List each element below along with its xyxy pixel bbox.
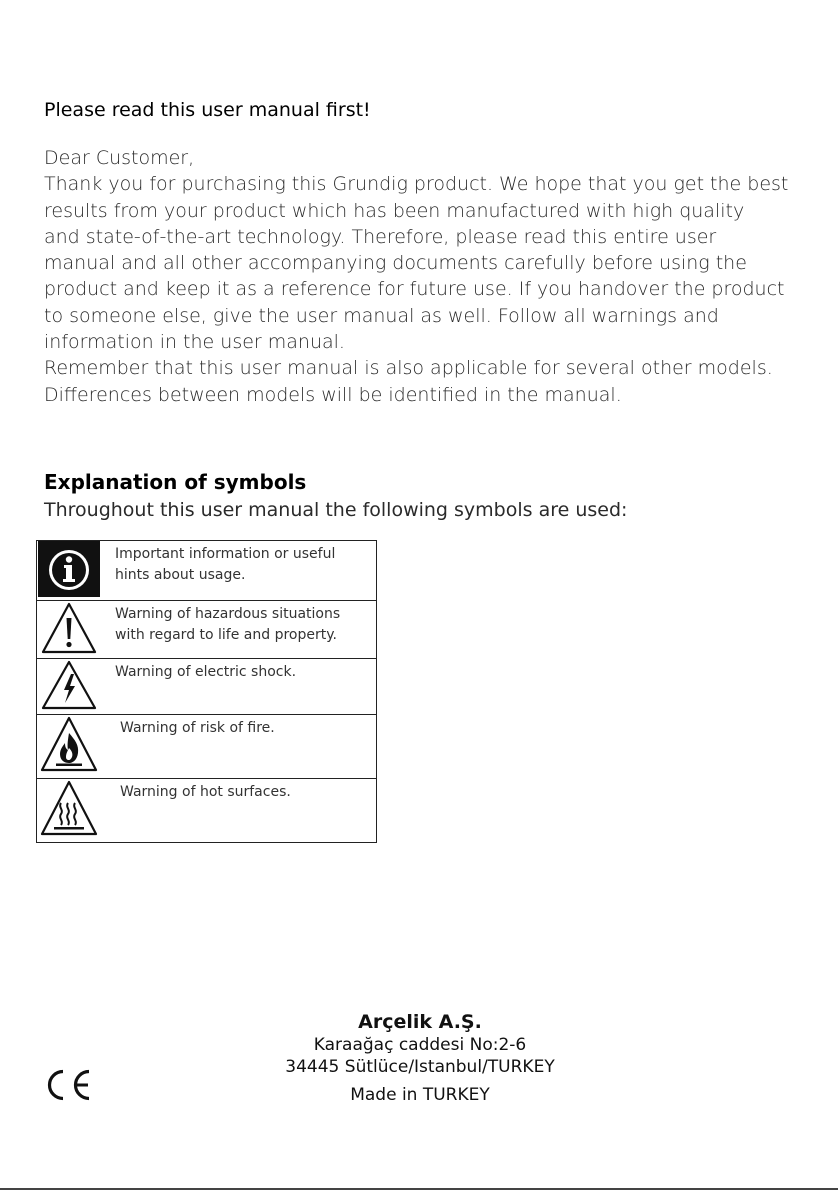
intro-line: Dear Customer, [44,147,195,169]
symbol-icon-cell [37,779,102,843]
intro-line: product and keep it as a reference for future use. If you handover the product [44,278,785,301]
symbol-row [37,715,377,779]
symbol-row [37,659,377,715]
bottom-rule [0,1188,838,1190]
symbols-intro: Throughout this user manual the following symbols are used: [44,499,628,521]
manufacturer-company: Arçelik A.Ş. [358,1011,482,1033]
symbol-text-line: with regard to life and property. [115,627,337,643]
symbols-table [36,540,377,843]
symbol-description [101,779,377,843]
symbol-icon-cell [37,601,102,659]
intro-line: Remember that this user manual is also applicable for several other models. [44,357,773,380]
info-icon [38,541,100,597]
symbol-description [101,541,377,601]
symbol-text-line: hints about usage. [115,567,246,583]
symbol-description [101,601,377,659]
symbol-row [37,779,377,843]
warning-exclamation-icon [39,601,99,655]
intro-line: results from your product which has been manufactured with high quality [44,199,745,222]
symbol-row [37,601,377,659]
intro-line: information in the user manual. [44,331,345,354]
intro-line: Thank you for purchasing this Grundig product. We hope that you get the best [44,173,789,196]
symbol-description [101,659,377,715]
fire-icon [39,715,99,773]
manufacturer-block [220,1010,620,1106]
manufacturer-made-in: Made in TURKEY [350,1085,490,1105]
symbol-icon-cell [37,715,102,779]
intro-body [44,145,824,408]
symbol-icon-cell [37,541,102,601]
intro-line: to someone else, give the user manual as well. Follow all warnings and [44,304,719,327]
intro-line: Differences between models will be identified in the manual. [44,383,622,406]
hot-surface-icon [39,779,99,837]
symbol-description [101,715,377,779]
manufacturer-city: 34445 Sütlüce/Istanbul/TURKEY [285,1057,555,1077]
symbol-icon-cell [37,659,102,715]
symbol-text-line: Important information or useful [115,546,336,562]
symbol-text-line: Warning of hazardous situations [115,606,341,622]
symbol-text-line: Warning of risk of fire. [120,720,275,736]
ce-mark-logo [42,1068,94,1102]
intro-line: manual and all other accompanying documents carefully before using the [44,252,747,275]
intro-heading: Please read this user manual first! [44,99,371,121]
symbol-row [37,541,377,601]
symbol-text-line: Warning of hot surfaces. [120,784,291,800]
symbol-text-line: Warning of electric shock. [115,664,297,680]
electric-shock-icon [39,659,99,711]
intro-line: and state-of-the-art technology. Therefore, please read this entire user [44,225,717,248]
manufacturer-street: Karaağaç caddesi No:2-6 [313,1035,527,1055]
symbols-heading: Explanation of symbols [44,470,307,494]
